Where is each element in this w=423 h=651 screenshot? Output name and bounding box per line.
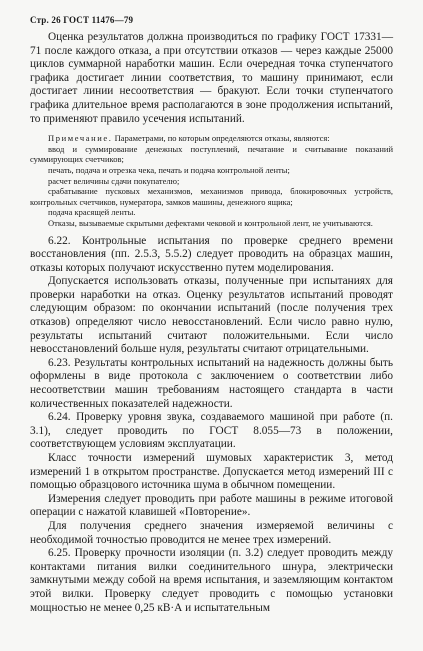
page-body — [30, 31, 393, 615]
paragraph-6-23: 6.23. Результаты контрольных испытаний на надежность должны быть оформлены в виде протокола с заключением о соответствии либо несоответствии машин требованиям настоящего стандарта в части количественных показателей надежности. — [30, 356, 393, 410]
paragraph-6-24-average: Для получения среднего значения измеряемой величины с необходимой точностью проводится не менее трех измерений. — [30, 519, 393, 546]
note-title: Примечание. — [48, 133, 113, 144]
note-items — [30, 144, 393, 229]
paragraph-6-24: 6.24. Проверку уровня звука, создаваемого машиной при работе (п. 3.1), следует проводить по ГОСТ 8.055—73 в положении, соответствующем условиям эксплуатации. — [30, 411, 393, 451]
paragraph-6-24-accuracy: Класс точности измерений шумовых характеристик 3, метод измерений 1 в открытом пространстве. Допускается метод измерений III с помощью образцового источника шума в обычном помещении. — [30, 452, 393, 492]
paragraph-6-22-evaluation: Допускается использовать отказы, полученные при испытаниях для проверки наработки на отказ. Оценку результатов испытаний проводят следующим образом: по окончании испытаний (после получения трех отказов) определяют число невосстановлений. Если число равно нулю, результаты испытаний считают положительными. Если число невосстановлений больше нуля, результаты считают отрицательными. — [30, 275, 393, 356]
page-header: Стр. 26 ГОСТ 11476—79 — [30, 15, 134, 25]
paragraph-evaluation: Оценка результатов должна производиться по графику ГОСТ 17331—71 после каждого отказа, а при отсутствии отказов — через каждые 25000 циклов суммарной наработки машин. Если очередная точка ступенчатого графика достигает линии соответствия, то машину принимают, если достигает линии несоответствия — бракуют. Если точки ступенчатого графика длительное время располагаются в зоне продолжения испытаний, то применяют правило усечения испытаний. — [30, 31, 393, 125]
note-intro: Параметрами, по которым определяются отказы, являются: — [114, 133, 330, 144]
paragraph-6-24-measurement: Измерения следует проводить при работе машины в режиме итоговой операции с нажатой клавишей «Повторение». — [30, 492, 393, 519]
note-block — [30, 133, 393, 228]
paragraph-6-25: 6.25. Проверку прочности изоляции (п. 3.2) следует проводить между контактами питания вилки соединительного шнура, электрически замкнутыми между собой на время испытания, и заземляющим контактом этой вилки. Проверку следует проводить с помощью установки мощностью не менее 0,25 кВ·А и испытательным — [30, 547, 393, 614]
note-item: расчет величины сдачи покупателю; — [48, 175, 180, 186]
paragraph-6-22: 6.22. Контрольные испытания по проверке среднего времени восстановления (пп. 2.5.3, 5.5.2) следует проводить на образцах машин, отказы которых получают искусственно путем моделирования. — [30, 234, 393, 274]
note-item: подача красящей ленты. — [48, 207, 136, 218]
note-item: Отказы, вызываемые скрытыми дефектами чековой и контрольной лент, не учитываются. — [48, 217, 373, 228]
note-item: ввод и суммирование денежных поступлений, печатание и считывание показаний суммирующих счетчиков; — [30, 143, 393, 165]
note-item: печать, подача и отрезка чека, печать и подача контрольной ленты; — [48, 164, 290, 175]
note-item: срабатывание пусковых механизмов, механизмов привода, блокировочных устройств, контрольных счетчиков, нумератора, замков машины, денежного ящика; — [30, 186, 393, 207]
